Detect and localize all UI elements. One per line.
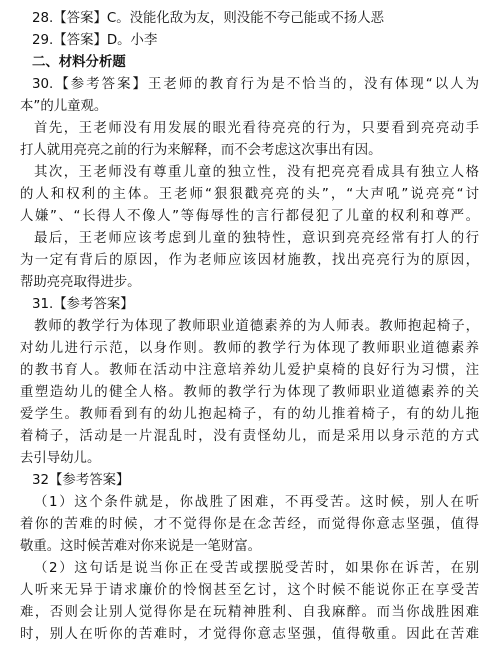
section-heading: 二、材料分析题	[32, 55, 126, 70]
text-line: 28.【答案】C。没能化敌为友，则没能不夸己能或不扬人恶	[32, 11, 385, 26]
text-line: 32【参考答案】	[32, 473, 130, 488]
text-line: （2）这句话是说当你正在受苦或摆脱受苦时，如果你在诉苦，在别	[34, 561, 479, 576]
text-line: 其次，王老师没有尊重儿童的独立性，没有把亮亮看成具有独立人格	[34, 165, 479, 180]
text-line: 为一定有背后的原因，作为老师应该因材施教，找出亮亮行为的原因，	[20, 253, 479, 268]
text-line: 的人和权利的主体。王老师“狠狠戳亮亮的头”，“大声吼”说亮亮“讨	[20, 187, 479, 202]
text-line: 难，否则会让别人觉得你是在玩精神胜利、自我麻醉。而当你战胜困难	[20, 605, 479, 620]
text-line: 30.【参考答案】王老师的教育行为是不恰当的，没有体现“以人为	[32, 77, 479, 92]
text-line: 29.【答案】D。小李	[32, 33, 158, 48]
text-line: 教师的教学行为体现了教师职业道德素养的为人师表。教师抱起椅子，	[34, 319, 479, 334]
text-line: 人嫌”、“长得人不像人”等侮辱性的言行都侵犯了儿童的权利和尊严。	[20, 209, 479, 224]
text-line: 打人就用亮亮之前的行为来解释，而不会考虑这次事出有因。	[20, 143, 382, 158]
text-line: 着椅子，活动是一片混乱时，没有责怪幼儿，而是采用以身示范的方式	[20, 429, 479, 444]
answer-text	[20, 0, 479, 646]
text-line: 去引导幼儿。	[20, 451, 101, 466]
text-line: （1）这个条件就是，你战胜了困难，不再受苦。这时候，别人在听	[34, 495, 479, 510]
text-line: 对幼儿进行示范，以身作则。教师的教学行为体现了教师职业道德素养	[20, 341, 479, 356]
text-line: 爱学生。教师看到有的幼儿抱起椅子，有的幼儿推着椅子，有的幼儿拖	[20, 407, 479, 422]
text-line: 31.【参考答案】	[32, 297, 134, 312]
text-line: 本”的儿童观。	[20, 99, 108, 114]
text-line: 的教书育人。教师在活动中注意培养幼儿爱护桌椅的良好行为习惯，注	[20, 363, 479, 378]
text-line: 时，别人在听你的苦难时，才觉得你意志坚强，值得敬重。因此在苦难	[20, 627, 479, 642]
text-line: 帮助亮亮取得进步。	[20, 275, 141, 290]
text-line: 敬重。这时候苦难对你来说是一笔财富。	[20, 539, 262, 554]
text-line: 首先，王老师没有用发展的眼光看待亮亮的行为，只要看到亮亮动手	[34, 121, 479, 136]
text-line: 最后，王老师应该考虑到儿童的独特性，意识到亮亮经常有打人的行	[34, 231, 479, 246]
text-line: 人听来无异于请求廉价的怜悯甚至乞讨，这个时候不能说你正在享受苦	[20, 583, 479, 598]
text-line: 着你的苦难的时候，才不觉得你是在念苦经，而觉得你意志坚强，值得	[20, 517, 479, 532]
text-line: 重塑造幼儿的健全人格。教师的教学行为体现了教师职业道德素养的关	[20, 385, 479, 400]
